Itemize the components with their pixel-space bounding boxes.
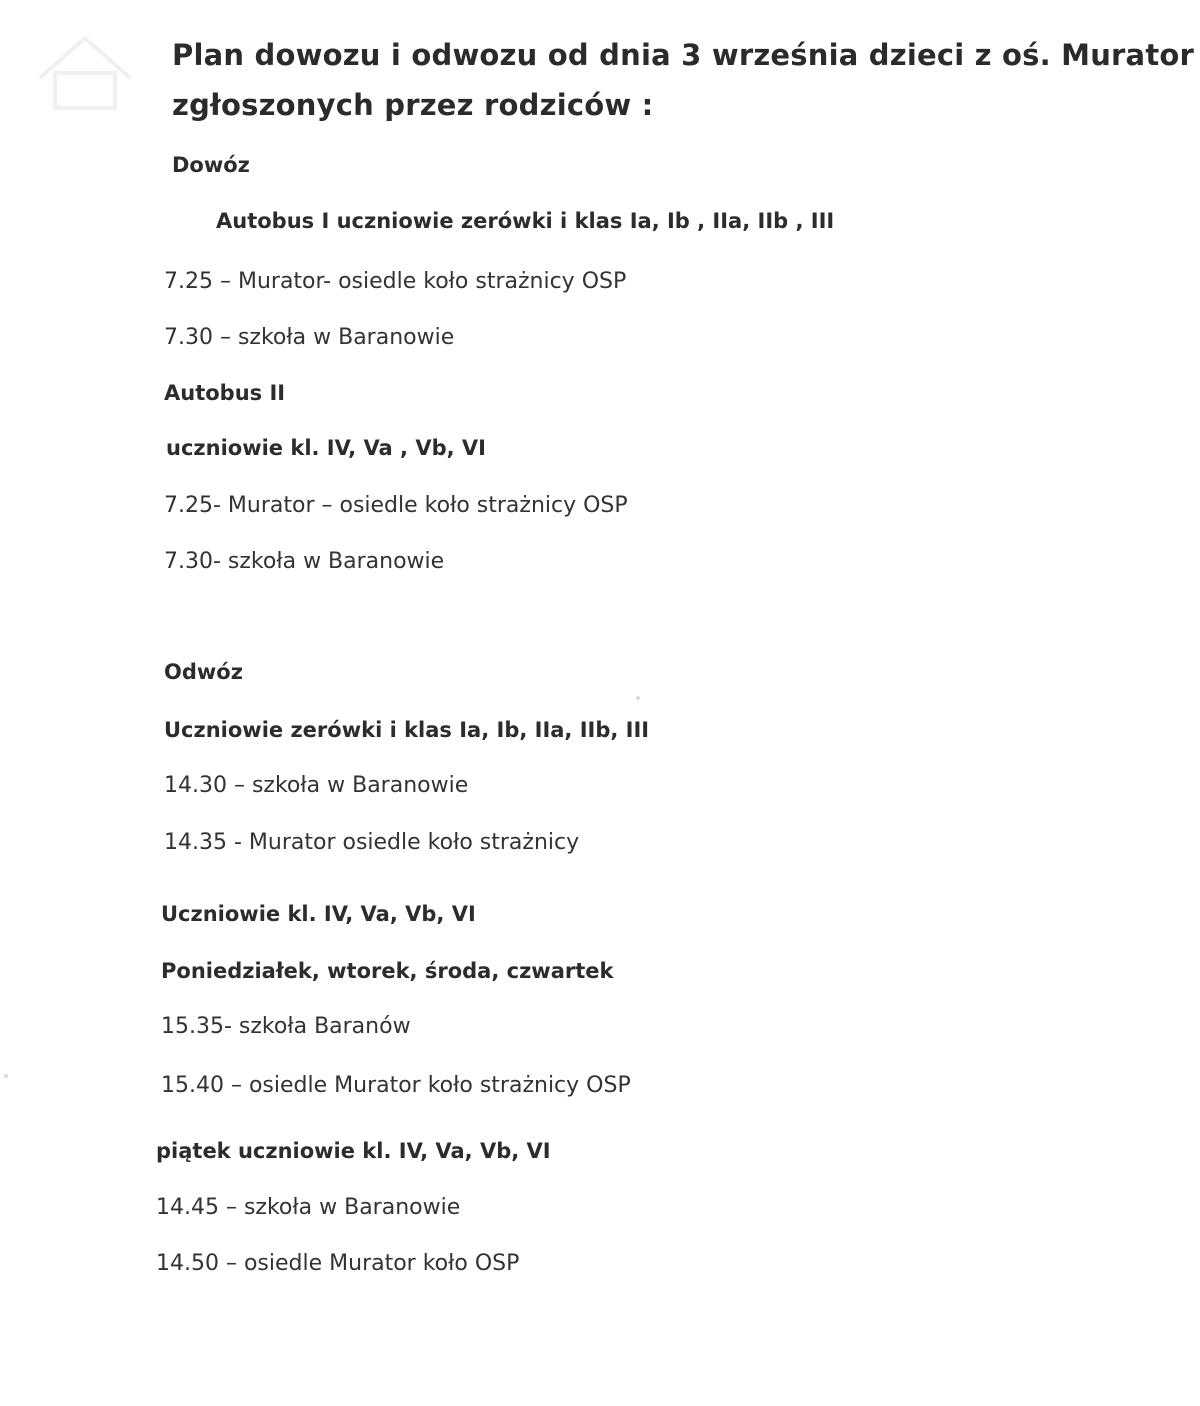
odwoz-group2-stop: 15.35- szkoła Baranów [161,1014,411,1039]
autobus2-heading: Autobus II [164,381,286,405]
section-heading-dowoz: Dowóz [172,153,250,177]
autobus2-stop: 7.30- szkoła w Baranowie [164,549,445,574]
autobus1-heading: Autobus I uczniowie zerówki i klas Ia, Ib , IIa, IIb , III [216,209,835,233]
autobus2-group: uczniowie kl. IV, Va , Vb, VI [166,436,486,460]
faded-logo-mark [20,18,150,118]
document-title-line-1: Plan dowozu i odwozu od dnia 3 września dzieci z oś. Murator [172,38,1195,72]
odwoz-group2-days: Poniedziałek, wtorek, środa, czwartek [161,959,614,983]
section-heading-odwoz: Odwóz [164,660,243,684]
odwoz-friday-stop: 14.50 – osiedle Murator koło OSP [156,1251,520,1276]
document-title-line-2: zgłoszonych przez rodziców : [172,88,654,122]
odwoz-group1-stop: 14.30 – szkoła w Baranowie [164,773,469,798]
odwoz-group1-stop: 14.35 - Murator osiedle koło strażnicy [164,830,580,855]
autobus1-stop: 7.30 – szkoła w Baranowie [164,325,455,350]
autobus1-stop: 7.25 – Murator- osiedle koło strażnicy OSP [164,269,627,294]
autobus2-stop: 7.25- Murator – osiedle koło strażnicy OSP [164,493,628,518]
scan-speck [636,696,640,700]
odwoz-group2-heading: Uczniowie kl. IV, Va, Vb, VI [161,902,476,926]
odwoz-friday-stop: 14.45 – szkoła w Baranowie [156,1195,461,1220]
odwoz-friday-heading: piątek uczniowie kl. IV, Va, Vb, VI [156,1139,551,1163]
odwoz-group2-stop: 15.40 – osiedle Murator koło strażnicy OSP [161,1073,631,1098]
scan-speck [4,1074,8,1078]
odwoz-group1-heading: Uczniowie zerówki i klas Ia, Ib, IIa, IIb, III [164,718,650,742]
